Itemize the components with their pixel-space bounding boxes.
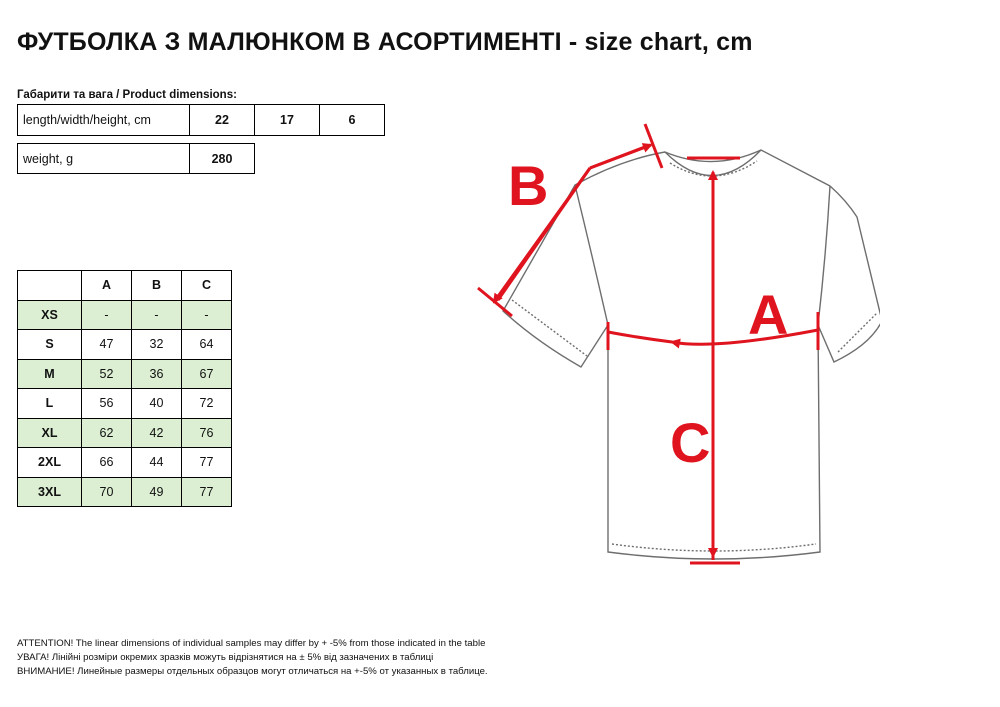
size-cell: M (18, 359, 82, 389)
table-row (18, 418, 232, 448)
value-cell: 76 (182, 418, 232, 448)
width-value: 17 (255, 105, 320, 136)
header-cell-c: C (182, 271, 232, 301)
weight-label: weight, g (18, 144, 190, 174)
value-cell: 52 (82, 359, 132, 389)
weight-table (17, 143, 255, 174)
value-cell: 62 (82, 418, 132, 448)
tshirt-diagram (440, 100, 880, 580)
dimensions-row (18, 105, 385, 136)
value-cell: 42 (132, 418, 182, 448)
length-value: 22 (190, 105, 255, 136)
height-value: 6 (320, 105, 385, 136)
value-cell: 40 (132, 389, 182, 419)
table-row (18, 477, 232, 507)
size-cell: XS (18, 300, 82, 330)
page-title: ФУТБОЛКА З МАЛЮНКОМ В АСОРТИМЕНТІ - size chart, cm (17, 28, 753, 56)
table-row (18, 359, 232, 389)
value-cell: 56 (82, 389, 132, 419)
table-row (18, 389, 232, 419)
size-cell: L (18, 389, 82, 419)
size-cell: 2XL (18, 448, 82, 478)
weight-value: 280 (190, 144, 255, 174)
table-row (18, 448, 232, 478)
header-cell-a: A (82, 271, 132, 301)
label-c: C (670, 411, 711, 474)
dimensions-caption: Габарити та вага / Product dimensions: (17, 89, 237, 101)
size-cell: XL (18, 418, 82, 448)
value-cell: 49 (132, 477, 182, 507)
value-cell: 36 (132, 359, 182, 389)
label-a: A (748, 283, 789, 346)
header-cell (18, 271, 82, 301)
disclaimer (17, 637, 488, 679)
value-cell: 77 (182, 477, 232, 507)
value-cell: 70 (82, 477, 132, 507)
value-cell: - (182, 300, 232, 330)
size-table-header (18, 271, 232, 301)
value-cell: 67 (182, 359, 232, 389)
note-en: ATTENTION! The linear dimensions of individual samples may differ by + -5% from those indicated in the table (17, 638, 486, 649)
size-table (17, 270, 232, 507)
note-ua: УВАГА! Лінійні розміри окремих зразків можуть відрізнятися на ± 5% від зазначених в таблиці (17, 652, 434, 663)
value-cell: 47 (82, 330, 132, 360)
value-cell: - (132, 300, 182, 330)
value-cell: 77 (182, 448, 232, 478)
size-cell: 3XL (18, 477, 82, 507)
value-cell: 66 (82, 448, 132, 478)
note-ru: ВНИМАНИЕ! Линейные размеры отдельных образцов могут отличаться на +-5% от указанных в таблице. (17, 666, 488, 677)
table-row (18, 300, 232, 330)
dimensions-label: length/width/height, cm (18, 105, 190, 136)
value-cell: 44 (132, 448, 182, 478)
dimensions-table (17, 104, 385, 136)
value-cell: - (82, 300, 132, 330)
label-b: B (508, 154, 549, 217)
value-cell: 64 (182, 330, 232, 360)
value-cell: 72 (182, 389, 232, 419)
size-cell: S (18, 330, 82, 360)
header-cell-b: B (132, 271, 182, 301)
value-cell: 32 (132, 330, 182, 360)
table-row (18, 330, 232, 360)
weight-row (18, 144, 255, 174)
